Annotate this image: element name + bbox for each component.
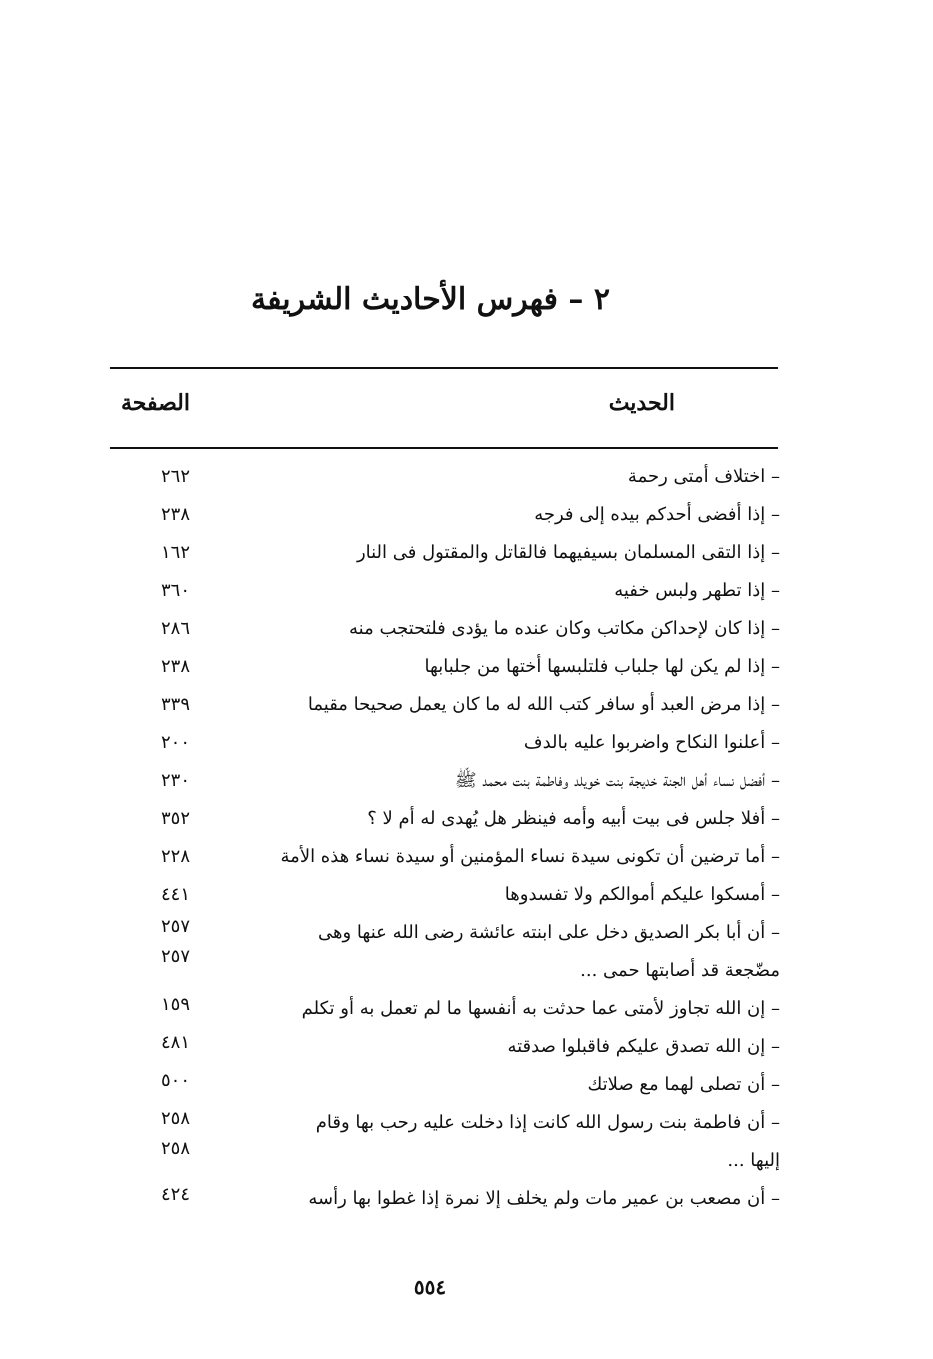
entry-text: – إن الله تصدق عليكم فاقبلوا صدقته xyxy=(507,1036,780,1057)
entry-page: ٥٠٠ xyxy=(160,1070,190,1091)
footer-page-number: ٥٥٤ xyxy=(413,1275,447,1299)
entry-page: ٤٨١ xyxy=(160,1032,190,1053)
entry-page: ٤٤١ xyxy=(160,884,190,905)
entry-text: – إذا كان لإحداكن مكاتب وكان عنده ما يؤدى فلتحتجب منه xyxy=(349,618,780,639)
entry-text: – أن أبا بكر الصديق دخل على ابنته عائشة رضى الله عنها وهى xyxy=(318,922,780,943)
entry-text: – أمسكوا عليكم أموالكم ولا تفسدوها xyxy=(504,884,780,905)
entry-text: – أعلنوا النكاح واضربوا عليه بالدف xyxy=(523,732,780,753)
entry-page: ٢٥٧ xyxy=(160,946,190,967)
entry-text: – إذا لم يكن لها جلباب فلتلبسها أختها من جلبابها xyxy=(424,656,780,677)
entry-page: ٢٦٢ xyxy=(160,466,190,487)
entry-page: ٢٨٦ xyxy=(160,618,190,639)
entry-page: ٢٥٧ xyxy=(160,916,190,937)
entry-text: – إذا مرض العبد أو سافر كتب الله له ما كان يعمل صحيحا مقيما xyxy=(307,694,780,715)
entry-page: ٢٣٠ xyxy=(160,770,190,791)
entry-page: ٢٣٨ xyxy=(160,656,190,677)
header-top-rule xyxy=(110,367,778,369)
entry-text: إليها ... xyxy=(727,1150,780,1171)
entry-text: – إذا أفضى أحدكم بيده إلى فرجه xyxy=(534,504,780,525)
entry-text: – إذا تطهر ولبس خفيه xyxy=(614,580,780,601)
entry-text: – أما ترضين أن تكونى سيدة نساء المؤمنين أو سيدة نساء هذه الأمة xyxy=(280,846,780,867)
entry-text: – إذا التقى المسلمان بسيفيهما فالقاتل والمقتول فى النار xyxy=(356,542,780,563)
entry-text: مضّجعة قد أصابتها حمى ... xyxy=(580,960,780,981)
header-bottom-rule xyxy=(110,447,778,449)
entry-page: ٣٦٠ xyxy=(160,580,190,601)
page-title: ٢ – فهرس الأحاديث الشريفة xyxy=(251,282,610,317)
entry-text: – إن الله تجاوز لأمتى عما حدثت به أنفسها ما لم تعمل به أو تكلم xyxy=(301,998,780,1019)
entry-page: ٢٢٨ xyxy=(160,846,190,867)
entry-text: – أفضل نساء أهل الجنة خديجة بنت خويلد وفاطمة بنت محمد ﷺ xyxy=(454,770,780,791)
entry-page: ٤٢٤ xyxy=(160,1184,190,1205)
column-header-hadith: الحديث xyxy=(608,390,675,416)
entry-page: ٣٣٩ xyxy=(160,694,190,715)
entry-page: ٢٥٨ xyxy=(160,1138,190,1159)
entry-page: ١٥٩ xyxy=(160,994,190,1015)
entry-page: ٢٠٠ xyxy=(160,732,190,753)
entry-page: ١٦٢ xyxy=(160,542,190,563)
entry-text: – اختلاف أمتى رحمة xyxy=(627,466,780,487)
entry-page: ٢٣٨ xyxy=(160,504,190,525)
entry-page: ٢٥٨ xyxy=(160,1108,190,1129)
column-header-page: الصفحة xyxy=(120,390,190,416)
entry-text: – أن تصلى لهما مع صلاتك xyxy=(587,1074,780,1095)
entry-text: – أن فاطمة بنت رسول الله كانت إذا دخلت عليه رحب بها وقام xyxy=(315,1112,780,1133)
entry-page: ٣٥٢ xyxy=(160,808,190,829)
entry-text: – أفلا جلس فى بيت أبيه وأمه فينظر هل يُهدى له أم لا ؟ xyxy=(367,808,780,829)
entry-text: – أن مصعب بن عمير مات ولم يخلف إلا نمرة إذا غطوا بها رأسه xyxy=(308,1188,780,1209)
